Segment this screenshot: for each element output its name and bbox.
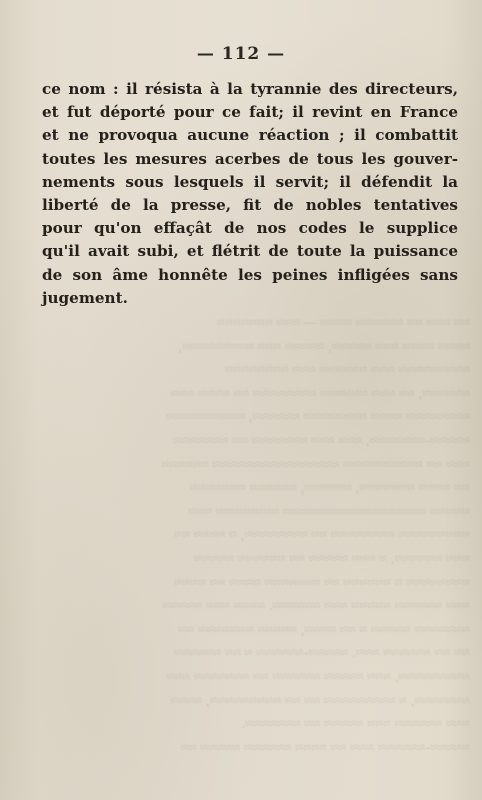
text-line: et fut déporté pour ce fait; il revint en France [42,103,458,122]
text-line: jugement. [42,288,128,307]
text-line: ce nom : il résista à la tyrannie des directeurs, [42,80,458,98]
text-line: liberté de la presse, fit de nobles tentatives [42,196,458,215]
page-number: — 112 — [196,44,286,64]
text-line: pour qu'on effaçât de nos codes le supplice [42,219,458,238]
text-line: et ne provoqua aucune réaction ; il combattit [42,126,458,145]
text-line: qu'il avait subi, et flétrit de toute la puissance [42,242,458,261]
text-line: toutes les mesures acerbes de tous les gouver- [42,149,458,168]
show-through-texture: ≈≈ ≈≈≈ ≈≈ ≈≈≈≈≈≈ ≈≈≈≈ — ≈≈≈ ≈≈≈≈≈≈≈ ≈≈≈≈ ≈≈≈≈ ≈≈≈ ≈≈≈≈≈, ≈≈≈≈≈ ≈≈≈ ≈≈≈≈≈≈≈≈≈, ≈≈≈≈≈≈≈≈≈ ≈≈≈ ≈≈≈≈≈≈ ≈≈≈ ≈≈≈≈≈≈≈≈ ≈≈≈≈≈≈, ≈≈ ≈≈≈ ≈≈≈≈≈≈ ≈≈≈≈≈≈≈≈ ≈≈ ≈≈≈≈ ≈≈≈ ≈≈≈≈≈≈≈≈ ≈≈≈≈ ≈≈≈≈≈≈≈≈ ≈≈≈≈≈≈, ≈≈≈≈≈≈≈≈≈≈ ≈≈≈≈≈-≈≈≈≈≈≈≈, ≈≈≈ ≈≈≈ ≈≈≈≈≈≈≈ ≈≈ ≈≈≈≈≈≈≈ ≈≈≈ ≈≈ ≈≈≈≈≈≈≈≈≈≈ ≈≈≈≈≈≈≈≈≈≈≈≈≈≈≈≈ ≈≈≈≈≈≈ ≈≈ ≈≈≈≈ ≈≈≈≈≈≈≈, ≈≈≈≈≈≈, ≈≈≈≈≈≈ ≈≈≈≈≈≈≈ ≈≈≈≈≈ ≈≈≈≈≈≈≈≈≈≈≈≈≈≈≈≈≈≈ ≈≈≈≈≈≈≈≈ ≈≈≈ ≈≈≈≈≈≈≈≈≈ ≈≈≈≈≈≈≈≈ ≈≈ ≈≈≈≈≈≈≈≈, ≈ ≈≈≈≈ ≈≈ ≈≈≈ ≈≈≈≈≈≈, ≈ ≈≈≈ ≈≈≈≈≈ ≈≈ ≈≈≈≈≈≈ ≈≈≈≈≈ ≈≈≈≈≈≈≈≈ ≈ ≈≈≈≈≈≈ ≈≈ ≈≈≈≈≈≈≈ ≈≈≈≈ ≈≈ ≈≈≈≈ ≈≈≈ ≈≈≈≈≈≈ ≈≈≈≈≈ ≈≈≈ ≈≈≈≈≈≈. ≈≈≈≈ ≈≈≈ ≈≈≈≈≈ ≈≈≈≈≈≈≈ ≈≈≈≈≈ ≈ ≈≈ ≈≈≈≈, ≈≈≈≈≈ ≈≈≈≈≈≈≈ ≈≈ ≈≈ ≈≈ ≈≈≈≈≈≈ ≈≈≈. ≈≈≈≈≈-≈≈≈≈≈≈ ≈ ≈≈ ≈≈≈≈≈≈ ≈≈≈≈≈≈≈≈≈, ≈≈≈ ≈≈≈≈≈ ≈≈≈≈≈≈ ≈≈ ≈≈≈≈≈≈≈ ≈≈≈ ≈≈≈≈≈≈≈, ≈ ≈≈≈≈≈≈≈≈≈ ≈≈ ≈≈ ≈≈≈≈≈≈≈≈≈, ≈≈≈≈ ≈≈≈ ≈≈≈≈≈≈ ≈≈≈ ≈≈≈≈≈ ≈≈ ≈≈≈≈≈≈≈. ≈≈≈≈≈-≈≈≈≈≈≈ ≈≈≈ ≈≈ ≈≈≈≈ ≈≈≈≈≈≈ ≈≈≈≈≈ ≈≈ [161,315,470,756]
body-paragraph [42,78,458,310]
text-line: nements sous lesquels il servit; il défendit la [42,172,458,191]
text-line: de son âme honnête les peines infligées sans [42,265,458,284]
